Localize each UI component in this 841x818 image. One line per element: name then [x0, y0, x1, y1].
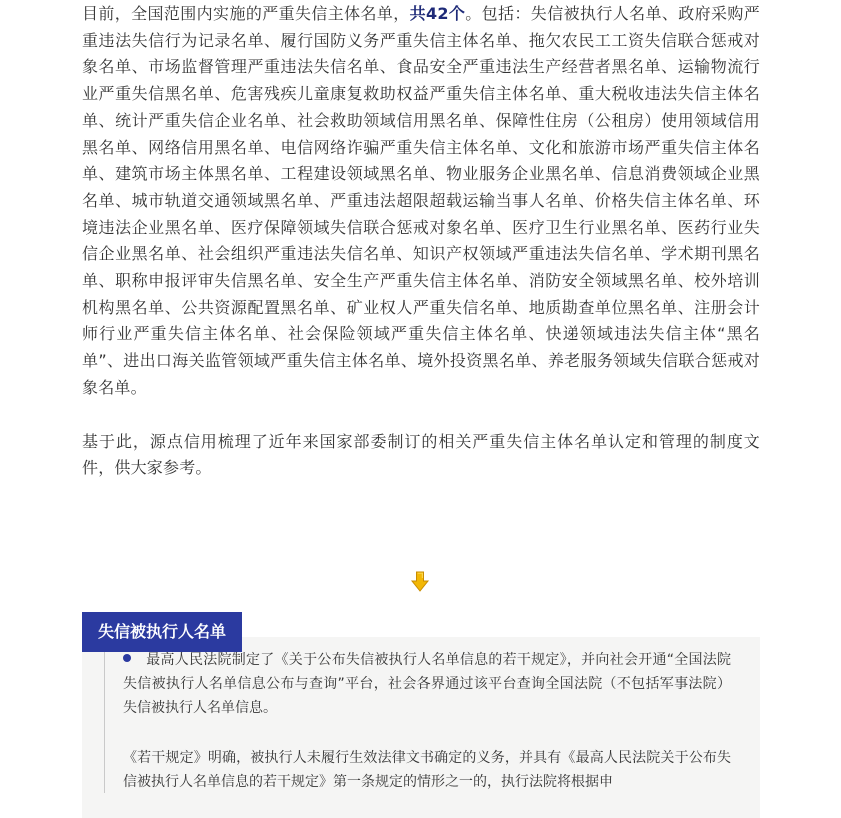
section-body: [123, 648, 731, 794]
bullet-dot-icon: [123, 654, 131, 662]
list-count-highlight: 共42个: [409, 4, 466, 23]
blacklist-section-card: [82, 612, 760, 818]
section-left-rule: [104, 642, 105, 793]
intro-paragraph: [82, 0, 760, 402]
bullet-text: 最高人民法院制定了《关于公布失信被执行人名单信息的若干规定》，并向社会开通“全国法院失信被执行人名单信息公布与查询”平台，社会各界通过该平台查询全国法院（不包括军事法院）失信被执行人名单信息。: [123, 652, 731, 716]
section-title-tab: 失信被执行人名单: [82, 612, 242, 652]
bullet-paragraph: [123, 648, 731, 720]
arrow-down-icon: [408, 570, 432, 594]
intro-prefix: 目前，全国范围内实施的严重失信主体名单，: [82, 4, 410, 23]
summary-paragraph: 基于此，源点信用梳理了近年来国家部委制订的相关严重失信主体名单认定和管理的制度文件，供大家参考。: [82, 431, 760, 478]
section-paragraph: 《若干规定》明确，被执行人未履行生效法律文书确定的义务，并具有《最高人民法院关于公布失信被执行人名单信息的若干规定》第一条规定的情形之一的，执行法院将根据申: [123, 750, 731, 790]
intro-list: 。包括：失信被执行人名单、政府采购严重违法失信行为记录名单、履行国防义务严重失信主体名单、拖欠农民工工资失信联合惩戒对象名单、市场监督管理严重违法失信名单、食品安全严重违法生产经营者黑名单、运输物流行业严重失信黑名单、危害残疾儿童康复救助权益严重失信主体名单、重大税收违法失信主体名单、统计严重失信企业名单、社会救助领域信用黑名单、保障性住房（公租房）使用领域信用黑名单、网络信用黑名单、电信网络诈骗严重失信主体名单、文化和旅游市场严重失信主体名单、建筑市场主体黑名单、工程建设领域黑名单、物业服务企业黑名单、信息消费领域企业黑名单、城市轨道交通领域黑名单、严重违法超限超载运输当事人名单、价格失信主体名单、环境违法企业黑名单、医疗保障领域失信联合惩戒对象名单、医疗卫生行业黑名单、医药行业失信企业黑名单、社会组织严重违法失信名单、知识产权领域严重违法失信名单、学术期刊黑名单、职称申报评审失信黑名单、安全生产严重失信主体名单、消防安全领域黑名单、校外培训机构黑名单、公共资源配置黑名单、矿业权人严重失信名单、地质勘查单位黑名单、注册会计师行业严重失信主体名单、社会保险领域严重失信主体名单、快递领域违法失信主体“黑名单”、进出口海关监管领域严重失信主体名单、境外投资黑名单、养老服务领域失信联合惩戒对象名单。: [82, 4, 760, 397]
article-body: [82, 0, 760, 482]
